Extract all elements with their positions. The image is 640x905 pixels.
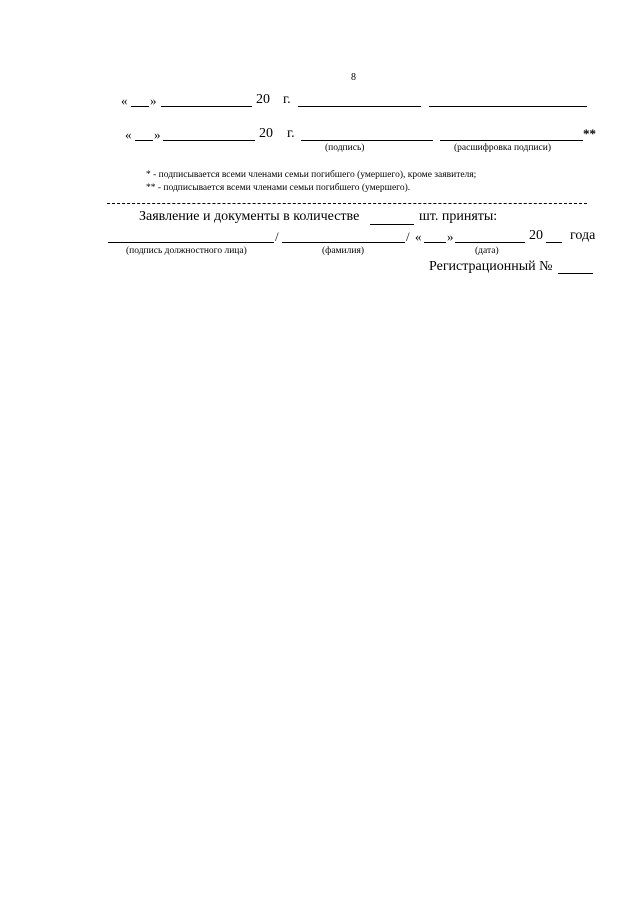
acceptance-text-after: шт. приняты: [419,209,498,224]
registration-label: Регистрационный № [429,259,553,274]
signature-decoding-blank [429,106,587,107]
caption-surname: (фамилия) [322,246,364,256]
caption-date: (дата) [475,246,499,256]
footnote-1: * - подписывается всеми членами семьи погибшего (умершего), кроме заявителя; [146,170,477,180]
registration-number-blank [558,273,593,274]
day-blank [131,106,149,107]
cut-line-separator [107,203,587,204]
signature-blank [301,140,433,141]
month-blank [163,140,255,141]
official-signature-blank [108,242,274,243]
acceptance-text-before: Заявление и документы в количестве [139,209,360,224]
month-blank [161,106,252,107]
caption-signature: (подпись) [325,143,365,153]
page-number: 8 [351,72,356,83]
year-suffix: г. [287,126,295,141]
close-quote: » [447,229,454,244]
surname-blank [282,242,405,243]
caption-official-signature: (подпись должностного лица) [126,246,247,256]
signature-decoding-blank [440,140,583,141]
slash-separator-1: / [275,229,279,244]
month-blank [455,242,525,243]
year-prefix: 20 [259,126,273,141]
day-blank [424,242,446,243]
double-star-mark: ** [583,126,596,141]
year-suffix: г. [283,92,291,107]
year-prefix: 20 [529,228,543,243]
open-quote: « [125,127,132,142]
year-prefix: 20 [256,92,270,107]
close-quote: » [150,93,157,108]
year-blank [546,242,562,243]
open-quote: « [415,229,422,244]
close-quote: » [154,127,161,142]
open-quote: « [121,93,128,108]
footnote-2: ** - подписывается всеми членами семьи погибшего (умершего). [146,183,411,193]
signature-blank [298,106,421,107]
caption-signature-decoding: (расшифровка подписи) [454,143,551,153]
slash-separator-2: / [406,229,410,244]
year-word: года [570,228,596,243]
document-count-blank [370,224,414,225]
day-blank [135,140,153,141]
